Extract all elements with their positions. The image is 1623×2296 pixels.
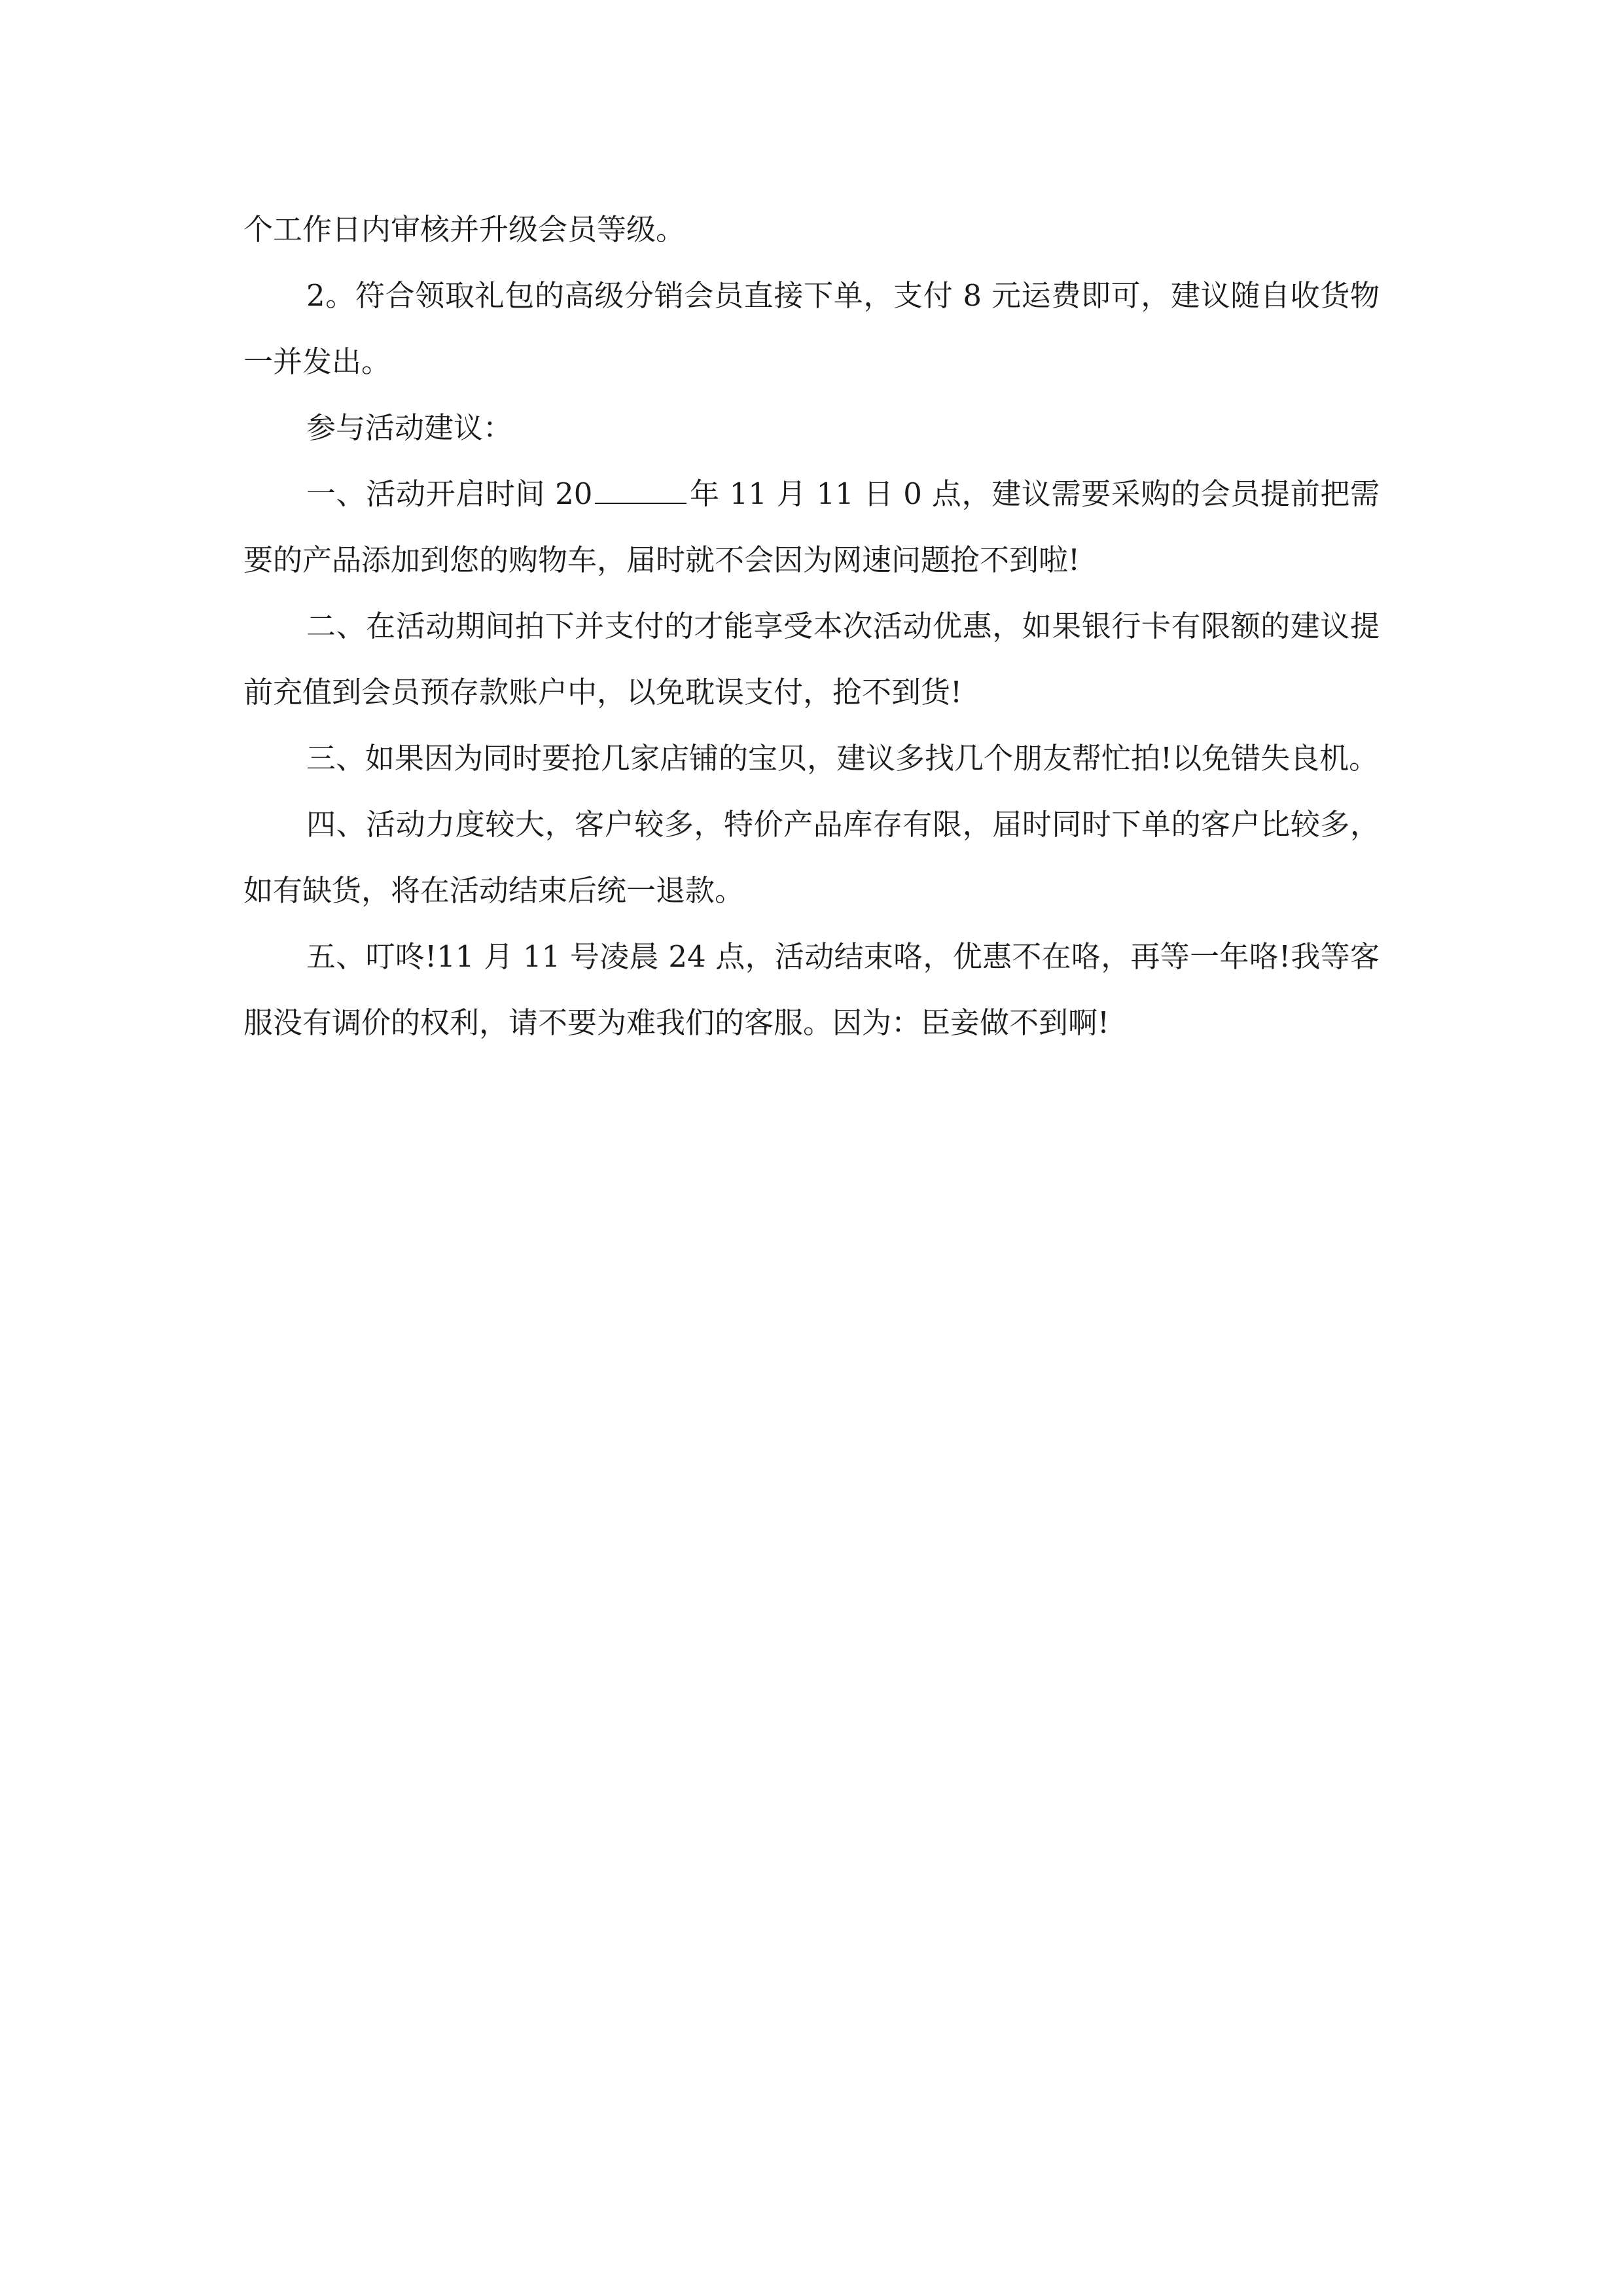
item-one-start: 一、活动开启时间 20	[306, 476, 593, 511]
paragraph-gift-order: 2。符合领取礼包的高级分销会员直接下单，支付 8 元运费即可，建议随自收货物一并发出。	[243, 278, 1380, 379]
paragraph-item-five: 五、叮咚!11 月 11 号凌晨 24 点，活动结束咯，优惠不在咯，再等一年咯!我等客服没有调价的权利，请不要为难我们的客服。因为：臣妾做不到啊!	[243, 939, 1380, 1040]
paragraph-item-two: 二、在活动期间拍下并支付的才能享受本次活动优惠，如果银行卡有限额的建议提前充值到会员预存款账户中，以免耽误支付，抢不到货!	[243, 609, 1380, 709]
paragraph-continuation: 个工作日内审核并升级会员等级。	[243, 212, 686, 247]
paragraph-item-three: 三、如果因为同时要抢几家店铺的宝贝，建议多找几个朋友帮忙拍!以免错失良机。	[306, 741, 1379, 776]
document-body	[243, 196, 1380, 1056]
item-one-end: 年 11 月 11 日 0 点，建议需要采购的会员提前把需要的产品添加到您的购物车，届时就不会因为网速问题抢不到啦!	[243, 476, 1380, 577]
paragraph-item-four: 四、活动力度较大，客户较多，特价产品库存有限，届时同时下单的客户比较多，如有缺货，将在活动结束后统一退款。	[243, 807, 1380, 908]
paragraph-suggestions-heading: 参与活动建议：	[306, 410, 513, 445]
paragraph-item-one	[243, 461, 1380, 593]
date-blank	[595, 479, 687, 504]
